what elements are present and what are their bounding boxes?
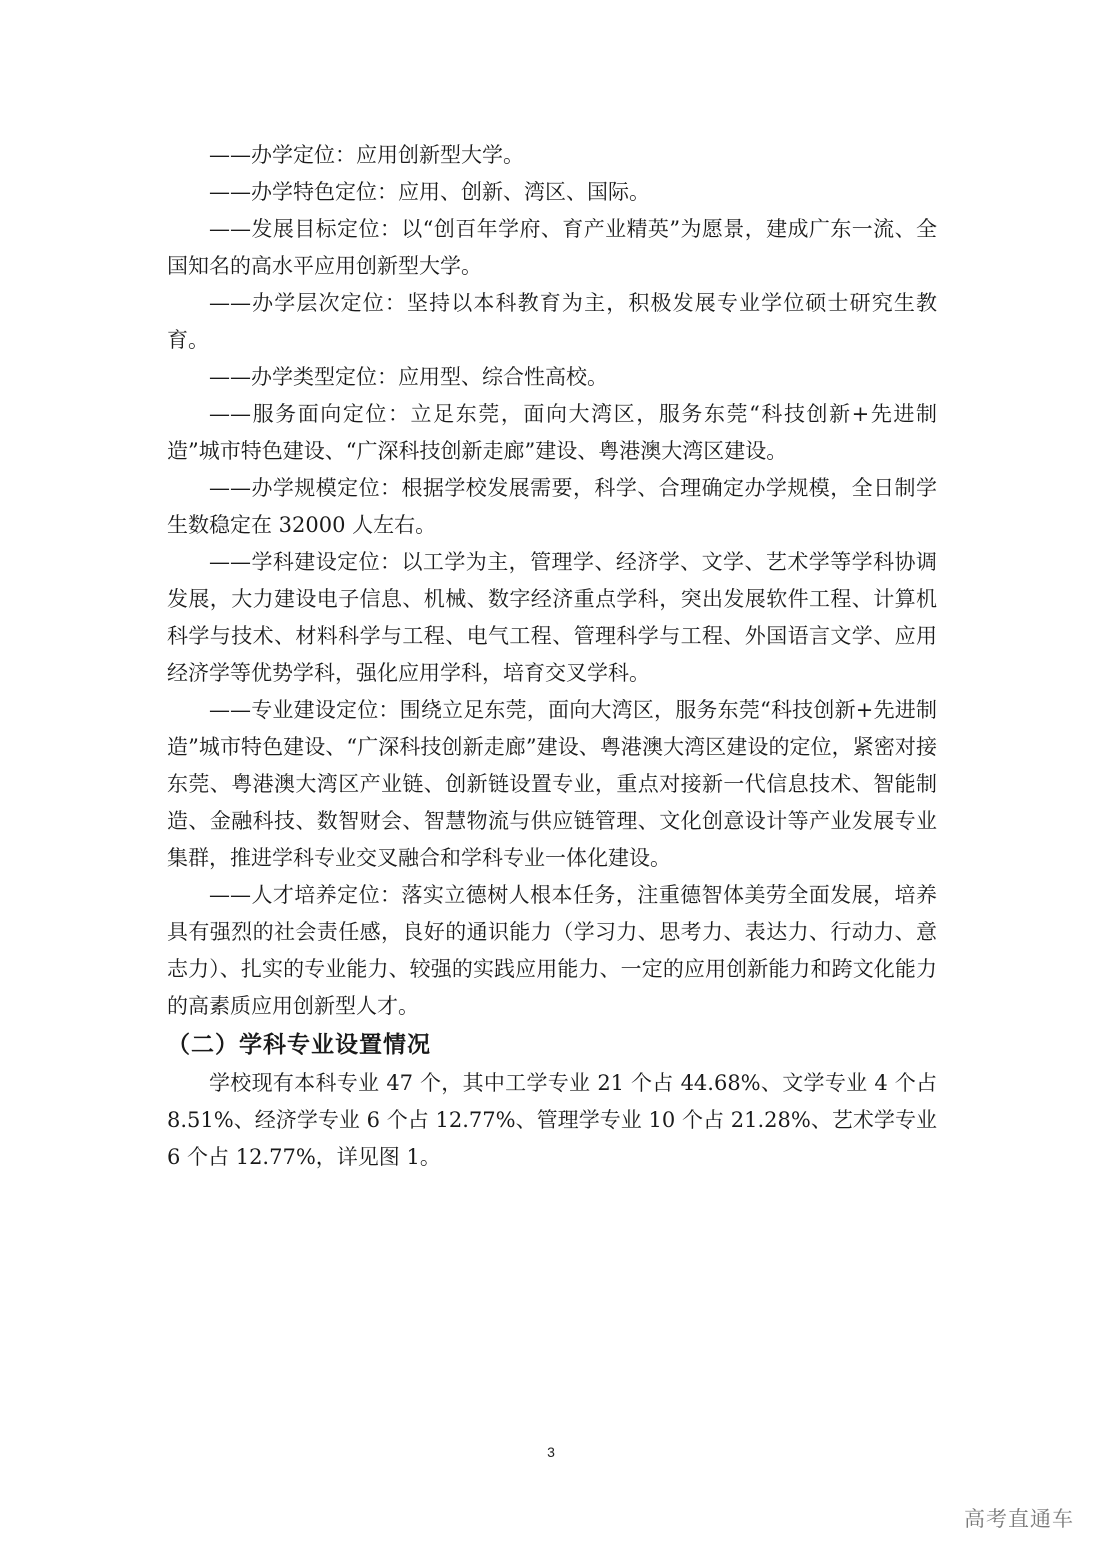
document-body: [167, 137, 937, 1176]
page-number: 3: [547, 1444, 555, 1460]
paragraph-service-positioning: ——服务面向定位：立足东莞，面向大湾区，服务东莞“科技创新+先进制造”城市特色建设、“广深科技创新走廊”建设、粤港澳大湾区建设。: [167, 402, 937, 463]
paragraph-discipline-positioning: ——学科建设定位：以工学为主，管理学、经济学、文学、艺术学等学科协调发展，大力建设电子信息、机械、数字经济重点学科，突出发展软件工程、计算机科学与技术、材料科学与工程、电气工程、管理科学与工程、外国语言文学、应用经济学等优势学科，强化应用学科，培育交叉学科。: [167, 550, 937, 685]
section-heading: （二）学科专业设置情况: [167, 1032, 431, 1058]
paragraph-level-positioning: ——办学层次定位：坚持以本科教育为主，积极发展专业学位硕士研究生教育。: [167, 291, 937, 352]
paragraph-major-statistics: 学校现有本科专业 47 个，其中工学专业 21 个占 44.68%、文学专业 4 个占 8.51%、经济学专业 6 个占 12.77%、管理学专业 10 个占 21.28%、艺术学专业 6 个占 12.77%，详见图 1。: [167, 1071, 937, 1169]
paragraph-major-positioning: ——专业建设定位：围绕立足东莞，面向大湾区，服务东莞“科技创新+先进制造”城市特色建设、“广深科技创新走廊”建设、粤港澳大湾区建设的定位，紧密对接东莞、粤港澳大湾区产业链、创新链设置专业，重点对接新一代信息技术、智能制造、金融科技、数智财会、智慧物流与供应链管理、文化创意设计等产业发展专业集群，推进学科专业交叉融合和学科专业一体化建设。: [167, 698, 937, 870]
paragraph-talent-positioning: ——人才培养定位：落实立德树人根本任务，注重德智体美劳全面发展，培养具有强烈的社会责任感，良好的通识能力（学习力、思考力、表达力、行动力、意志力）、扎实的专业能力、较强的实践应用能力、一定的应用创新能力和跨文化能力的高素质应用创新型人才。: [167, 883, 937, 1018]
paragraph-feature-positioning: ——办学特色定位：应用、创新、湾区、国际。: [209, 180, 650, 204]
paragraph-goal-positioning: ——发展目标定位：以“创百年学府、育产业精英”为愿景，建成广东一流、全国知名的高水平应用创新型大学。: [167, 217, 937, 278]
paragraph-type-positioning: ——办学类型定位：应用型、综合性高校。: [209, 365, 608, 389]
paragraph-school-positioning: ——办学定位：应用创新型大学。: [209, 143, 524, 167]
watermark: 高考直通车: [964, 1507, 1074, 1531]
paragraph-scale-positioning: ——办学规模定位：根据学校发展需要，科学、合理确定办学规模，全日制学生数稳定在 32000 人左右。: [167, 476, 937, 537]
